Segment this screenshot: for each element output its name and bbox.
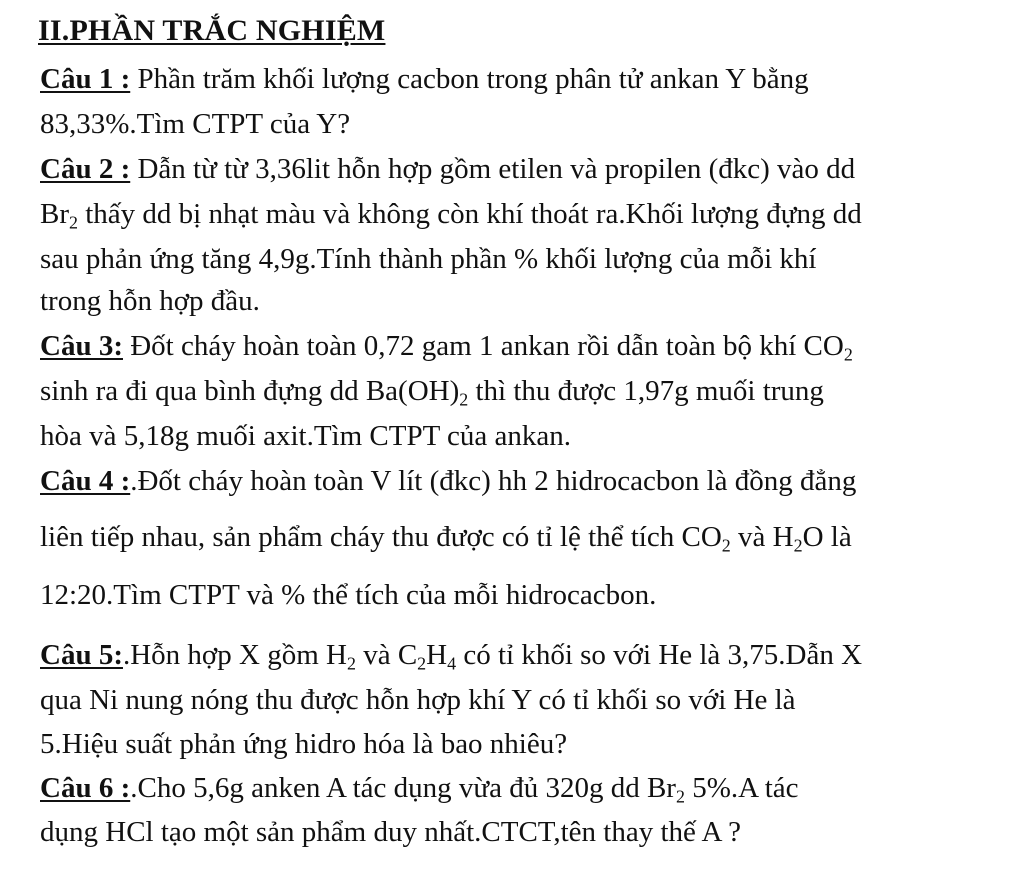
question-3-text: Đốt cháy hoàn toàn 0,72 gam 1 ankan rồi dẫn toàn bộ khí CO (122, 330, 844, 362)
question-2-line-1 (40, 152, 855, 186)
subscript: 2 (675, 786, 685, 807)
question-2-line-4 (40, 284, 260, 318)
question-2-label: Câu 2 : (40, 153, 131, 185)
question-4-text: liên tiếp nhau, sản phẩm cháy thu được có tỉ lệ thể tích CO (40, 521, 722, 553)
question-6-text: dụng HCl tạo một sản phẩm duy nhất.CTCT,tên thay thế A ? (40, 816, 742, 848)
question-6-label: Câu 6 : (40, 772, 131, 804)
subscript: 2 (417, 653, 427, 674)
question-4-line-2 (40, 520, 852, 554)
question-2-text: trong hỗn hợp đầu. (40, 285, 260, 317)
question-2-text: sau phản ứng tăng 4,9g.Tính thành phần % khối lượng của mỗi khí (40, 243, 817, 275)
question-3-label: Câu 3: (40, 330, 123, 362)
subscript: 2 (721, 535, 731, 556)
question-5-text: 5.Hiệu suất phản ứng hidro hóa là bao nhiêu? (40, 728, 568, 760)
question-5-text: H (426, 639, 448, 671)
question-3-text: hòa và 5,18g muối axit.Tìm CTPT của ankan. (40, 420, 572, 452)
subscript: 2 (843, 344, 853, 365)
question-1-text: Phần trăm khối lượng cacbon trong phân tử ankan Y bằng (130, 63, 809, 95)
question-1-line-1 (40, 62, 809, 96)
question-4-text: .Đốt cháy hoàn toàn V lít (đkc) hh 2 hidrocacbon là đồng đẳng (130, 465, 857, 497)
question-3-line-1 (40, 329, 853, 363)
question-2-text: Br (40, 198, 69, 230)
question-6-text: .Cho 5,6g anken A tác dụng vừa đủ 320g dd Br (130, 772, 676, 804)
question-4-line-3 (40, 578, 656, 612)
question-1-label: Câu 1 : (40, 63, 131, 95)
question-3-text: sinh ra đi qua bình đựng dd Ba(OH) (40, 375, 460, 407)
question-6-text: 5%.A tác (684, 772, 799, 804)
question-2-line-3 (40, 242, 817, 276)
question-4-text: O là (802, 521, 852, 553)
question-6-line-1 (40, 771, 799, 805)
subscript: 4 (447, 653, 457, 674)
question-2-text: Dẫn từ từ 3,36lit hỗn hợp gồm etilen và propilen (đkc) vào dd (130, 153, 856, 185)
question-4-label: Câu 4 : (40, 465, 131, 497)
question-5-text: và C (355, 639, 418, 671)
question-3-line-2 (40, 374, 824, 408)
question-5-line-3 (40, 727, 567, 761)
subscript: 2 (793, 535, 803, 556)
subscript: 2 (459, 389, 469, 410)
question-4-line-1 (40, 464, 856, 498)
question-5-text: có tỉ khối so với He là 3,75.Dẫn X (456, 639, 863, 671)
question-6-line-2 (40, 815, 741, 849)
question-5-line-1 (40, 638, 862, 672)
question-1-line-2 (40, 107, 350, 141)
subscript: 2 (346, 653, 356, 674)
question-3-line-3 (40, 419, 571, 453)
question-5-label: Câu 5: (40, 639, 123, 671)
question-2-text: thấy dd bị nhạt màu và không còn khí thoát ra.Khối lượng đựng dd (77, 198, 862, 230)
section-title: II.PHẦN TRẮC NGHIỆM (38, 14, 386, 47)
question-2-line-2 (40, 197, 862, 231)
question-4-text: và H (730, 521, 794, 553)
question-5-text: .Hỗn hợp X gồm H (122, 639, 347, 671)
question-4-text: 12:20.Tìm CTPT và % thể tích của mỗi hidrocacbon. (40, 579, 657, 611)
question-5-text: qua Ni nung nóng thu được hỗn hợp khí Y có tỉ khối so với He là (40, 684, 796, 716)
question-5-line-2 (40, 683, 796, 717)
subscript: 2 (69, 212, 78, 233)
question-3-text: thì thu được 1,97g muối trung (468, 375, 824, 407)
question-1-text: 83,33%.Tìm CTPT của Y? (40, 108, 351, 140)
